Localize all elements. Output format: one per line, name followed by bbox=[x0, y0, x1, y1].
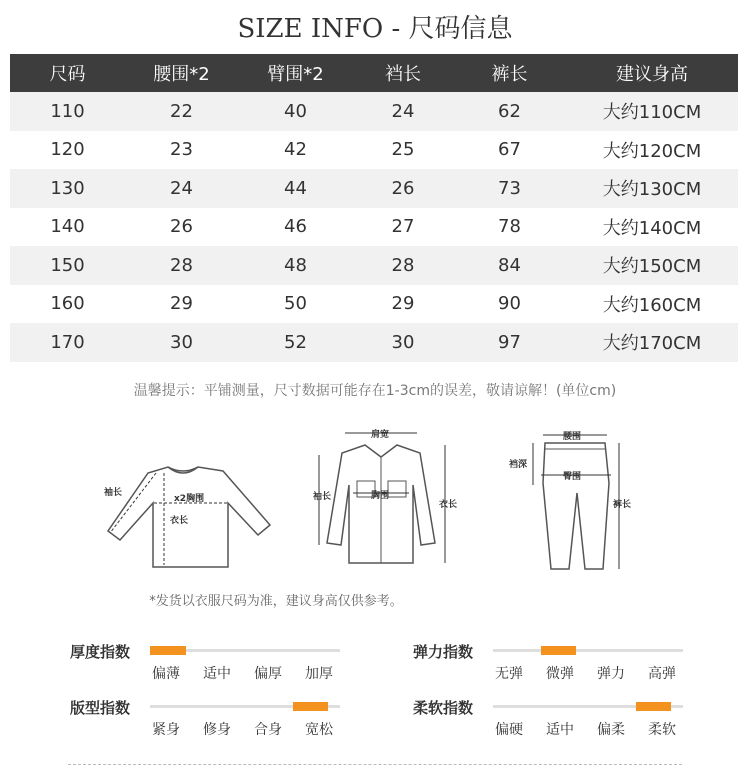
table-cell: 大约170CM bbox=[602, 333, 702, 355]
shirt-diagram bbox=[305, 423, 458, 573]
index-track bbox=[150, 649, 340, 652]
table-row bbox=[10, 285, 738, 324]
table-row bbox=[10, 208, 738, 247]
table-header-cell: 臂围*2 bbox=[267, 64, 324, 85]
page-title: SIZE INFO - 尺码信息 bbox=[237, 14, 513, 44]
divider bbox=[68, 764, 682, 765]
index-level-label: 修身 bbox=[203, 722, 231, 738]
shirt-shoulder-label: 肩宽 bbox=[371, 430, 390, 440]
index-level-label: 偏厚 bbox=[254, 666, 282, 682]
index-level-label: 偏硬 bbox=[495, 722, 523, 738]
index-selected-marker bbox=[293, 702, 329, 711]
table-cell: 28 bbox=[391, 254, 415, 276]
index-name: 弹力指数 bbox=[413, 643, 474, 661]
index-0 bbox=[70, 641, 370, 691]
index-level-label: 偏薄 bbox=[152, 666, 180, 682]
table-cell: 130 bbox=[50, 177, 85, 199]
table-cell: 大约110CM bbox=[602, 102, 702, 124]
table-row bbox=[10, 169, 738, 208]
index-track bbox=[493, 705, 683, 708]
shirt-length-label: 衣长 bbox=[439, 500, 458, 510]
table-cell: 24 bbox=[391, 100, 415, 122]
index-level-label: 弹力 bbox=[597, 666, 625, 682]
index-track bbox=[150, 705, 340, 708]
index-3 bbox=[413, 697, 713, 747]
sweater-chest-label: x2胸围 bbox=[174, 494, 205, 504]
table-cell: 大约120CM bbox=[602, 140, 702, 162]
index-level-label: 紧身 bbox=[152, 722, 180, 738]
table-row bbox=[10, 92, 738, 131]
table-cell: 46 bbox=[284, 216, 307, 238]
table-cell: 160 bbox=[50, 293, 85, 315]
table-cell: 26 bbox=[170, 216, 193, 238]
index-level-label: 偏柔 bbox=[597, 722, 625, 738]
pants-rise-label: 裆深 bbox=[509, 460, 528, 470]
index-level-label: 柔软 bbox=[648, 722, 676, 738]
table-cell: 大约150CM bbox=[602, 256, 702, 278]
table-cell: 42 bbox=[284, 139, 307, 161]
index-level-label: 适中 bbox=[203, 666, 231, 682]
sweater-sleeve-label: 袖长 bbox=[104, 488, 123, 498]
index-selected-marker bbox=[541, 646, 577, 655]
sweater-length-label: 衣长 bbox=[170, 516, 189, 526]
index-level-label: 合身 bbox=[254, 722, 282, 738]
index-level-label: 高弹 bbox=[648, 666, 676, 682]
table-cell: 50 bbox=[284, 293, 307, 315]
table-cell: 29 bbox=[391, 293, 415, 315]
table-cell: 73 bbox=[498, 177, 521, 199]
table-cell: 28 bbox=[170, 254, 193, 276]
table-cell: 40 bbox=[284, 100, 307, 122]
size-disclaimer: *发货以衣服尺码为准，建议身高仅供参考。 bbox=[149, 594, 403, 609]
table-header-row bbox=[10, 54, 738, 92]
table-body bbox=[10, 92, 738, 362]
table-row bbox=[10, 246, 738, 285]
sweater-diagram bbox=[98, 445, 288, 580]
pants-thigh-label: 臀围 bbox=[563, 472, 582, 482]
shirt-chest-label: 胸围 bbox=[371, 491, 390, 501]
index-1 bbox=[413, 641, 713, 691]
index-level-label: 宽松 bbox=[305, 722, 333, 738]
table-cell: 120 bbox=[50, 139, 85, 161]
measurement-note: 温馨提示：平铺测量，尺寸数据可能存在1-3cm的误差，敬请谅解！(单位cm) bbox=[133, 383, 617, 399]
table-cell: 78 bbox=[498, 216, 521, 238]
pants-diagram bbox=[505, 423, 635, 573]
index-name: 柔软指数 bbox=[413, 699, 474, 717]
table-cell: 90 bbox=[498, 293, 521, 315]
index-level-label: 微弹 bbox=[546, 666, 574, 682]
index-selected-marker bbox=[636, 702, 672, 711]
table-header-cell: 尺码 bbox=[49, 64, 86, 85]
table-cell: 大约160CM bbox=[602, 294, 702, 316]
table-cell: 84 bbox=[498, 254, 521, 276]
table-row bbox=[10, 131, 738, 170]
index-level-label: 适中 bbox=[546, 722, 574, 738]
table-cell: 30 bbox=[391, 331, 415, 353]
table-cell: 30 bbox=[170, 331, 193, 353]
table-header-cell: 裆长 bbox=[385, 64, 421, 85]
table-cell: 大约140CM bbox=[602, 217, 702, 239]
pants-length-label: 裤长 bbox=[613, 500, 632, 510]
index-name: 厚度指数 bbox=[70, 643, 131, 661]
table-cell: 110 bbox=[50, 100, 85, 122]
size-table bbox=[10, 54, 738, 362]
table-header-cell: 裤长 bbox=[491, 64, 528, 85]
table-cell: 27 bbox=[391, 216, 415, 238]
table-cell: 26 bbox=[391, 177, 415, 199]
index-track bbox=[493, 649, 683, 652]
pants-waist-label: 腰围 bbox=[563, 432, 582, 442]
table-cell: 大约130CM bbox=[602, 179, 702, 201]
table-row bbox=[10, 323, 738, 362]
table-cell: 23 bbox=[170, 139, 193, 161]
index-name: 版型指数 bbox=[70, 699, 131, 717]
table-cell: 67 bbox=[498, 139, 521, 161]
shirt-sleeve-label: 袖长 bbox=[313, 492, 332, 502]
table-cell: 25 bbox=[391, 139, 415, 161]
index-2 bbox=[70, 697, 370, 747]
table-header-cell: 建议身高 bbox=[616, 64, 688, 85]
table-cell: 97 bbox=[498, 331, 521, 353]
table-cell: 22 bbox=[170, 100, 193, 122]
table-cell: 44 bbox=[284, 177, 307, 199]
table-cell: 140 bbox=[50, 216, 85, 238]
index-level-label: 加厚 bbox=[305, 666, 333, 682]
table-cell: 170 bbox=[50, 331, 85, 353]
table-header-cell: 腰围*2 bbox=[153, 64, 210, 85]
table-cell: 48 bbox=[284, 254, 307, 276]
index-level-label: 无弹 bbox=[495, 666, 523, 682]
table-cell: 62 bbox=[498, 100, 521, 122]
index-selected-marker bbox=[150, 646, 186, 655]
table-cell: 24 bbox=[170, 177, 193, 199]
table-cell: 150 bbox=[50, 254, 85, 276]
table-cell: 29 bbox=[170, 293, 193, 315]
table-cell: 52 bbox=[284, 331, 307, 353]
